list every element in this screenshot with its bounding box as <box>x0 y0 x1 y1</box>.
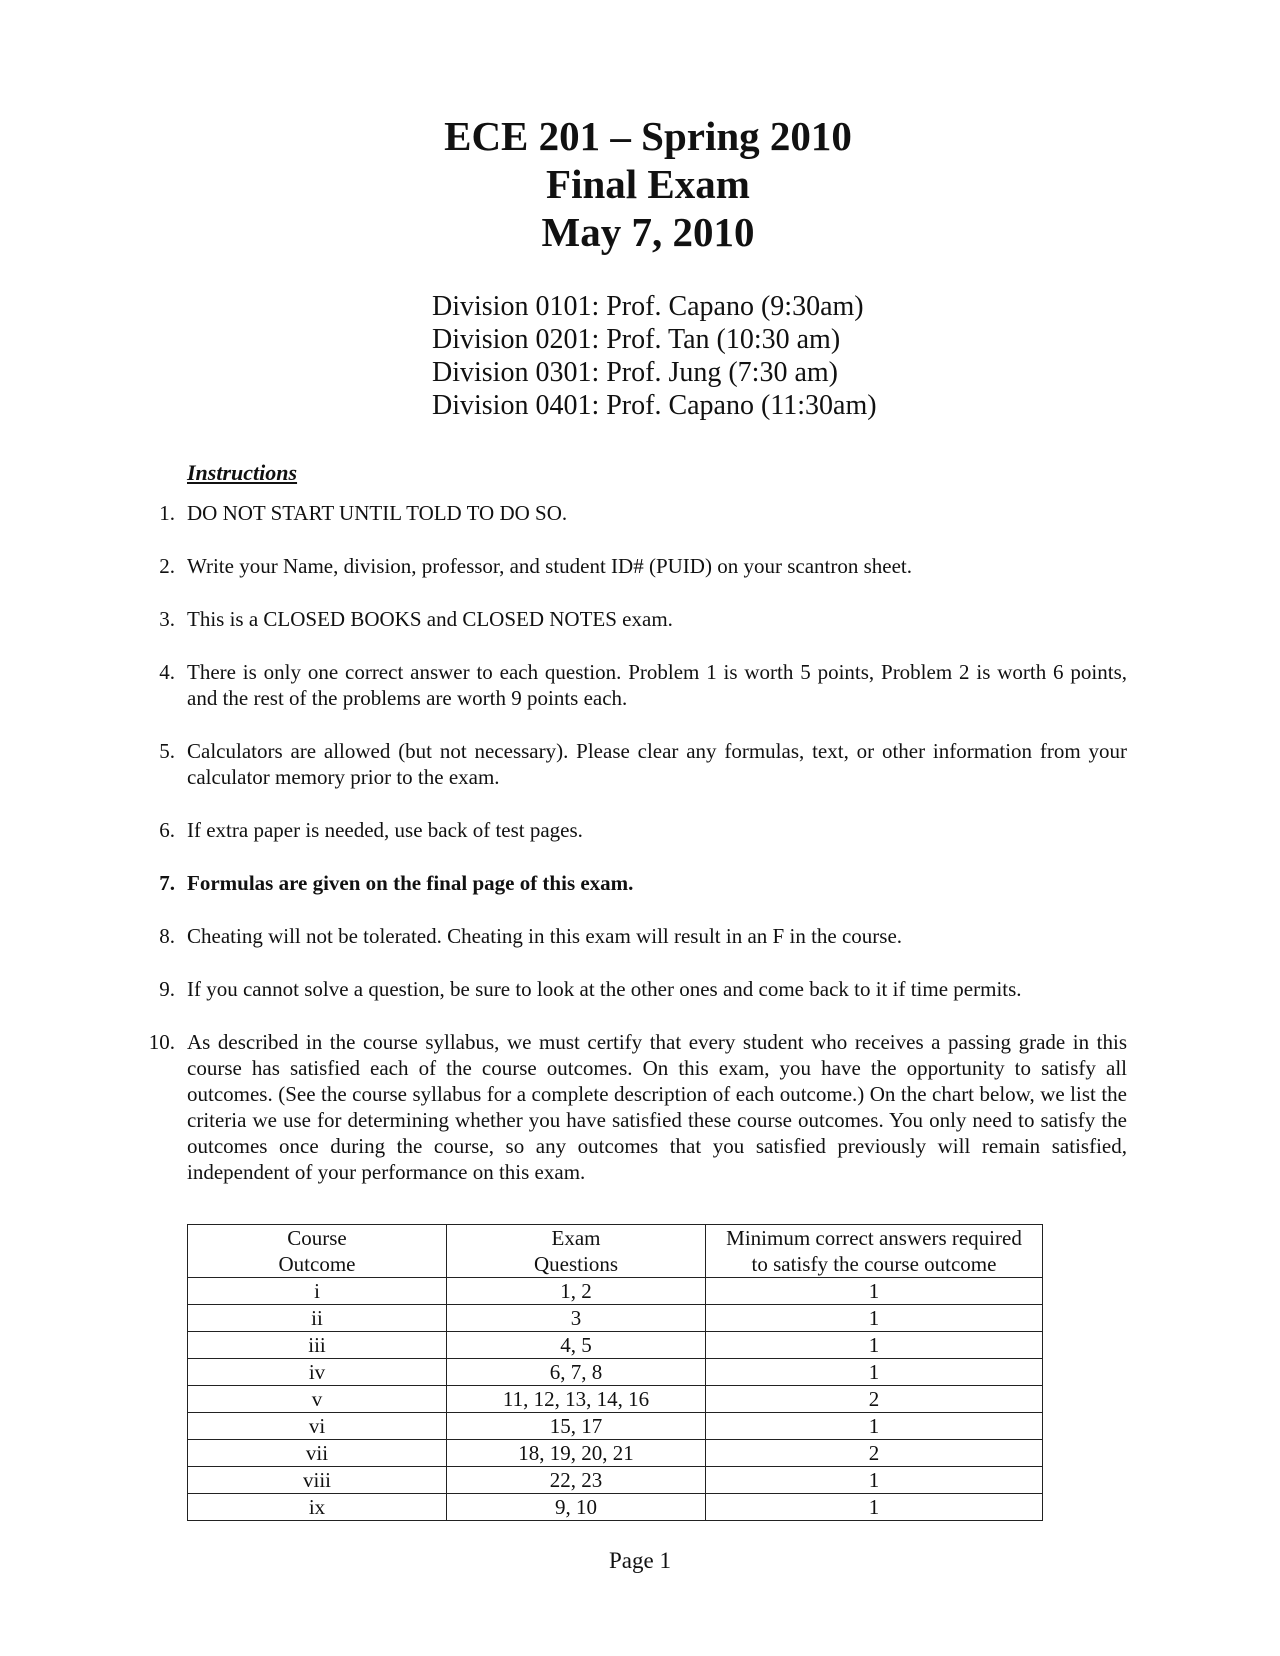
instruction-text: As described in the course syllabus, we must certify that every student who receives a passing grade in this course has satisfied each of the course outcomes. On this exam, you have the opportunity to satisfy all outcomes. (See the course syllabus for a complete description of each outcome.) On the chart below, we list the criteria we use for determining whether you have satisfied these course outcomes. You only need to satisfy the outcomes once during the course, so any outcomes that you satisfied previously will remain satisfied, independent of your performance on this exam. <box>187 1030 1127 1184</box>
header-line: Questions <box>534 1252 618 1276</box>
outcome-cell: vii <box>188 1440 447 1467</box>
header-line: Minimum correct answers required <box>726 1226 1022 1250</box>
questions-cell: 22, 23 <box>447 1467 706 1494</box>
instruction-text: Write your Name, division, professor, and student ID# (PUID) on your scantron sheet. <box>187 554 912 578</box>
header-line: Exam <box>551 1226 601 1250</box>
minimum-cell: 1 <box>706 1332 1043 1359</box>
table-row <box>188 1413 1043 1440</box>
division-line: Division 0101: Prof. Capano (9:30am) <box>432 291 864 322</box>
outcome-cell: viii <box>188 1467 447 1494</box>
instruction-number: 10. <box>148 1030 175 1054</box>
division-line: Division 0201: Prof. Tan (10:30 am) <box>432 324 841 355</box>
minimum-cell: 1 <box>706 1278 1043 1305</box>
exam-name: Final Exam <box>546 161 750 207</box>
questions-cell: 1, 2 <box>447 1278 706 1305</box>
outcome-cell: iv <box>188 1359 447 1386</box>
division-line: Division 0301: Prof. Jung (7:30 am) <box>432 357 838 388</box>
questions-cell: 3 <box>447 1305 706 1332</box>
minimum-cell: 1 <box>706 1359 1043 1386</box>
outcome-cell: ii <box>188 1305 447 1332</box>
table-row <box>188 1359 1043 1386</box>
questions-cell: 15, 17 <box>447 1413 706 1440</box>
instruction-number: 4. <box>159 660 175 684</box>
questions-cell: 6, 7, 8 <box>447 1359 706 1386</box>
instruction-text: DO NOT START UNTIL TOLD TO DO SO. <box>187 501 568 525</box>
division-line: Division 0401: Prof. Capano (11:30am) <box>432 390 877 421</box>
instruction-text: This is a CLOSED BOOKS and CLOSED NOTES exam. <box>187 607 673 631</box>
outcome-cell: i <box>188 1278 447 1305</box>
outcome-cell: vi <box>188 1413 447 1440</box>
minimum-cell: 2 <box>706 1440 1043 1467</box>
table-row <box>188 1305 1043 1332</box>
page-number: Page 1 <box>609 1548 671 1573</box>
questions-cell: 9, 10 <box>447 1494 706 1521</box>
minimum-cell: 1 <box>706 1467 1043 1494</box>
division-list <box>432 290 877 422</box>
header-line: Outcome <box>278 1252 356 1276</box>
header-line: to satisfy the course outcome <box>751 1252 997 1276</box>
instruction-number: 1. <box>159 501 175 525</box>
table-row <box>188 1332 1043 1359</box>
table-header-row <box>188 1225 1043 1278</box>
table-row <box>188 1440 1043 1467</box>
questions-cell: 11, 12, 13, 14, 16 <box>447 1386 706 1413</box>
column-header-course-outcome <box>188 1225 447 1278</box>
instruction-text: If you cannot solve a question, be sure to look at the other ones and come back to it if time permits. <box>187 977 1022 1001</box>
instruction-text: There is only one correct answer to each question. Problem 1 is worth 5 points, Problem 2 is worth 6 points, and the rest of the problems are worth 9 points each. <box>187 660 1127 710</box>
course-outcomes-table <box>187 1224 1043 1521</box>
instruction-text: Cheating will not be tolerated. Cheating in this exam will result in an F in the course. <box>187 924 903 948</box>
instruction-text: Calculators are allowed (but not necessary). Please clear any formulas, text, or other information from your calculator memory prior to the exam. <box>187 739 1127 789</box>
minimum-cell: 2 <box>706 1386 1043 1413</box>
instruction-text: If extra paper is needed, use back of test pages. <box>187 818 583 842</box>
instruction-number: 9. <box>159 977 175 1001</box>
instructions-heading: Instructions <box>187 460 298 485</box>
questions-cell: 18, 19, 20, 21 <box>447 1440 706 1467</box>
instruction-number: 5. <box>159 739 175 763</box>
minimum-cell: 1 <box>706 1305 1043 1332</box>
page-footer <box>0 1548 1280 1574</box>
table-row <box>188 1278 1043 1305</box>
table-row <box>188 1494 1043 1521</box>
outcome-cell: v <box>188 1386 447 1413</box>
instruction-number: 3. <box>159 607 175 631</box>
column-header-exam-questions <box>447 1225 706 1278</box>
instruction-number: 2. <box>159 554 175 578</box>
course-title: ECE 201 – Spring 2010 <box>444 113 852 159</box>
outcome-cell: iii <box>188 1332 447 1359</box>
column-header-minimum-correct <box>706 1225 1043 1278</box>
questions-cell: 4, 5 <box>447 1332 706 1359</box>
table-row <box>188 1386 1043 1413</box>
instruction-text: Formulas are given on the final page of this exam. <box>187 871 634 895</box>
table-row <box>188 1467 1043 1494</box>
minimum-cell: 1 <box>706 1413 1043 1440</box>
minimum-cell: 1 <box>706 1494 1043 1521</box>
outcome-cell: ix <box>188 1494 447 1521</box>
exam-date: May 7, 2010 <box>541 209 755 255</box>
instruction-number: 6. <box>159 818 175 842</box>
instruction-number: 7. <box>159 871 175 895</box>
exam-title <box>0 112 1280 256</box>
instruction-number: 8. <box>159 924 175 948</box>
header-line: Course <box>287 1226 347 1250</box>
